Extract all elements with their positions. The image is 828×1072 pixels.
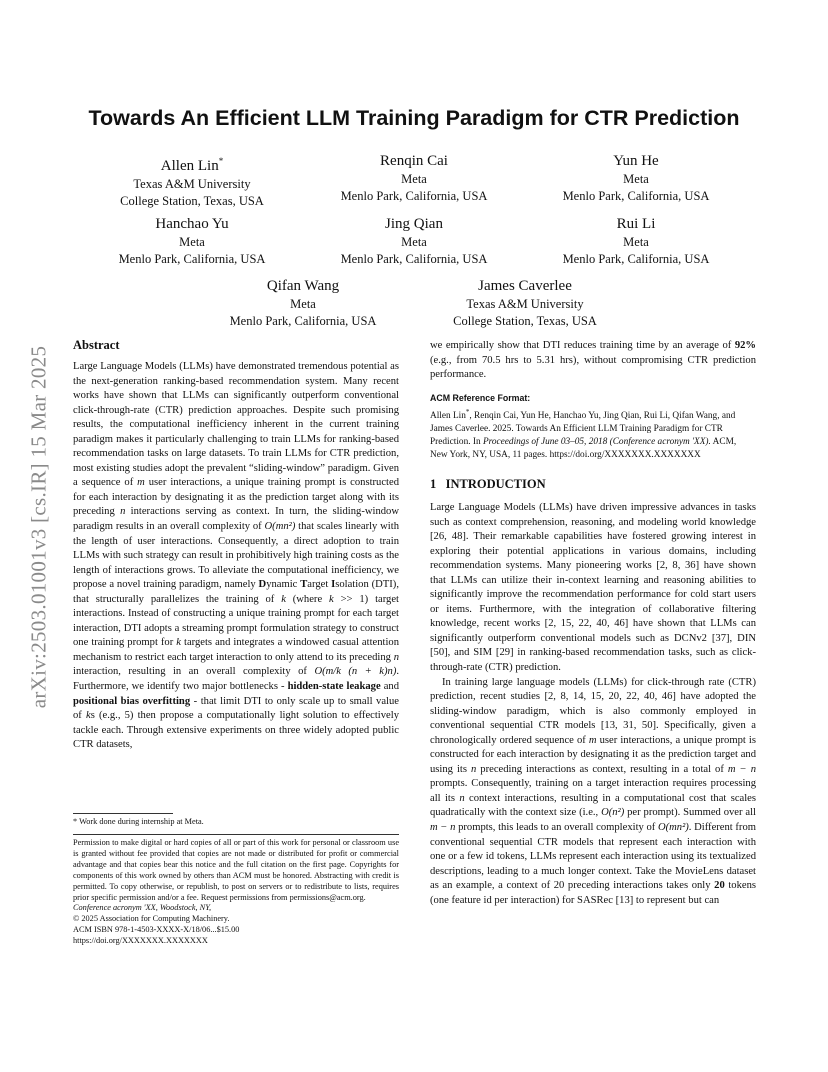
permission-rule bbox=[73, 834, 399, 835]
author-affiliation: Texas A&M University bbox=[133, 177, 251, 191]
abstract-heading: Abstract bbox=[73, 338, 120, 352]
author-mark: * bbox=[218, 156, 224, 166]
author-block bbox=[410, 277, 640, 329]
author-location: Menlo Park, California, USA bbox=[562, 251, 710, 266]
intro-paragraph: Large Language Models (LLMs) have driven impressive advances in tasks such as context comprehension, reasoning, and modeling world knowledge [26, 48]. Their remarkable capabilities have fostered growing interest in exploring their potential applications in various domains, including recommendation systems. Many pioneering works [2, 8, 36] have shown that LLMs can utilize their in-context learning and reasoning abilities to significantly improve the recommendation performance for cold start users or items. Furthermore, with the integration of collaborative filtering knowledge, recent works [2, 15, 22, 40, 46] have shown that LLMs can significantly outperform conventional models such as DCNv2 [37], DIN [50], and SIM [29] in ranking-based recommendation tasks, such as click-through-rate (CTR) prediction. bbox=[430, 502, 756, 674]
conference-line: Conference acronym 'XX, Woodstock, NY, bbox=[73, 903, 212, 913]
author-block bbox=[299, 215, 529, 267]
author-name: Yun He bbox=[613, 153, 659, 169]
arxiv-sidebar-id bbox=[22, 292, 56, 762]
author-block bbox=[77, 215, 307, 267]
footnote-rule bbox=[73, 813, 173, 814]
author-location: College Station, Texas, USA bbox=[120, 193, 264, 208]
acm-reference-body: Allen Lin*, Renqin Cai, Yun He, Hanchao Yu, Jing Qian, Rui Li, Qifan Wang, and James Caverlee. 2025. Towards An Efficient LLM Training Paradigm for CTR Prediction. In Proceedings of June 03–05, 2018 (Conference acronym 'XX). ACM, New York, NY, USA, 11 pages. https://doi.org/XXXXXXX.XXXXXXX bbox=[430, 408, 737, 461]
author-name: Jing Qian bbox=[385, 216, 443, 232]
author-block bbox=[521, 152, 751, 204]
abstract-body: Large Language Models (LLMs) have demonstrated tremendous potential as the next-generation ranking-based recommendation system. Many recent works have shown that LLMs can significantly outperform conventional click-through-rate (CTR) prediction approaches. Despite such promising results, the computational inefficiency inherent in the current training paradigm makes it particularly challenging to train LLMs for ranking-based recommendation tasks on large datasets. To train LLMs for CTR prediction, most existing studies adopt the prevalent “sliding-window” paradigm. Given a sequence of m user interactions, a unique training prompt is constructed for each interaction by designating it as the prediction target along with its preceding n interactions serving as context. In turn, the sliding-window paradigm results in an overall complexity of O(mn²) that scales linearly with the length of user interactions. Consequently, a direct adoption to train LLMs with such strategy can result in prohibitively high training costs as the length of interactions grows. To alleviate the computational inefficiency, we propose a novel training paradigm, namely Dynamic Target Isolation (DTI), that structurally parallelizes the training of k (where k >> 1) target interactions. Instead of constructing a unique training prompt for each target interaction, DTI adopts a streaming prompt formulation strategy to construct one training prompt for k targets and integrates a windowed casual attention mechanism to restrict each target interaction to only attend to its preceding n interaction, resulting in an overall complexity of O(m/k (n + k)n). Furthermore, we identify two major bottlenecks - hidden-state leakage and positional bias overfitting - that limit DTI to only scale up to small value of ks (e.g., 5) then propose a computationally light solution to effectively tackle each. Through extensive experiments on three widely adopted public CTR datasets, bbox=[73, 361, 400, 751]
abstract-continuation: we empirically show that DTI reduces training time by an average of 92% (e.g., from 70.5 hrs to 5.31 hrs), without compromising CTR prediction performance. bbox=[430, 340, 756, 381]
author-location: Menlo Park, California, USA bbox=[562, 188, 710, 203]
copyright-line: © 2025 Association for Computing Machinery. bbox=[73, 914, 230, 924]
isbn-line: ACM ISBN 978-1-4503-XXXX-X/18/06...$15.00 bbox=[73, 925, 240, 935]
intro-paragraph: In training large language models (LLMs) for click-through rate (CTR) prediction, recent studies [2, 8, 14, 15, 20, 22, 40, 46] have adopted the sliding-window paradigm, which is also commonly employed in conventional sequential CTR models [13, 31, 50]. Specifically, given a chronologically ordered sequence of m user interactions, a unique prompt is constructed for each interaction by designating it as the prediction target and using its n preceding interactions as context, resulting in a total of m − n prompts. Consequently, training on a target interaction requires processing all its n context interactions, resulting in a computational cost that scales quadratically with the context size (i.e., O(n²) per prompt). Summed over all m − n prompts, this leads to an overall complexity of O(mn²). Different from conventional sequential CTR models that represent each interaction with one or a few id tokens, LLMs represent each interaction using its textualized descriptions, leading to a much longer context. Take the MovieLens dataset as an example, a context of 20 preceding interactions takes only 20 tokens (one feature id per interaction) for SASRec [13] to represent but can bbox=[430, 676, 757, 906]
author-affiliation: Meta bbox=[623, 172, 649, 186]
author-name: Renqin Cai bbox=[380, 153, 448, 169]
author-block bbox=[521, 215, 751, 267]
author-name: Qifan Wang bbox=[266, 278, 340, 294]
author-block bbox=[299, 152, 529, 204]
permission-text: Permission to make digital or hard copies of all or part of this work for personal or classroom use is granted without fee provided that copies are not made or distributed for profit or commercial advantage and that copies bear this notice and the full citation on the first page. Copyrights for components of this work owned by others than ACM must be honored. Abstracting with credit is permitted. To copy otherwise, or republish, to post on servers or to redistribute to lists, requires prior specific permission and/or a fee. Request permissions from permissions@acm.org. bbox=[73, 838, 399, 902]
author-affiliation: Meta bbox=[401, 235, 427, 249]
author-affiliation: Meta bbox=[179, 235, 205, 249]
introduction-body bbox=[430, 501, 756, 908]
author-affiliation: Texas A&M University bbox=[466, 297, 584, 311]
author-location: Menlo Park, California, USA bbox=[118, 251, 266, 266]
author-affiliation: Meta bbox=[290, 297, 316, 311]
author-location: Menlo Park, California, USA bbox=[340, 188, 488, 203]
doi-line: https://doi.org/XXXXXXX.XXXXXXX bbox=[73, 936, 208, 946]
author-name: James Caverlee bbox=[478, 278, 572, 294]
author-affiliation: Meta bbox=[401, 172, 427, 186]
author-location: Menlo Park, California, USA bbox=[340, 251, 488, 266]
author-affiliation: Meta bbox=[623, 235, 649, 249]
introduction-heading: 1 INTRODUCTION bbox=[430, 477, 546, 491]
author-location: Menlo Park, California, USA bbox=[229, 313, 377, 328]
permission-block bbox=[73, 838, 399, 947]
arxiv-id-text: arXiv:2503.01001v3 [cs.IR] 15 Mar 2025 bbox=[26, 345, 51, 709]
paper-title: Towards An Efficient LLM Training Paradigm for CTR Prediction bbox=[88, 106, 740, 130]
author-name: Allen Lin bbox=[160, 158, 219, 174]
footnote: * Work done during internship at Meta. bbox=[73, 817, 204, 826]
author-name: Hanchao Yu bbox=[155, 216, 229, 232]
author-block bbox=[77, 152, 307, 209]
author-location: College Station, Texas, USA bbox=[453, 313, 597, 328]
acm-reference-heading: ACM Reference Format: bbox=[430, 393, 531, 403]
author-name: Rui Li bbox=[616, 216, 656, 232]
author-block bbox=[188, 277, 418, 329]
